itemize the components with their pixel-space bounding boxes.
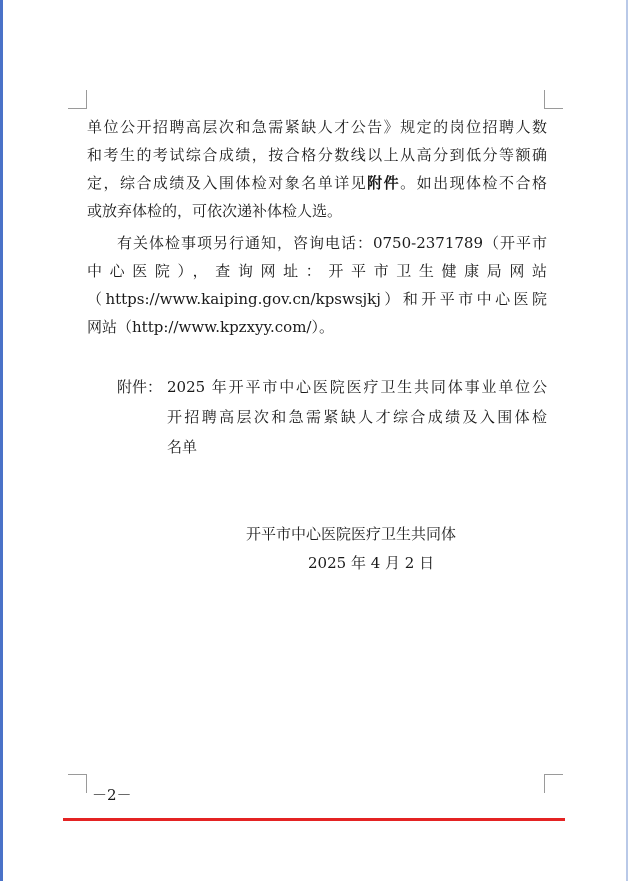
- crop-mark-top-right: [544, 90, 563, 109]
- paragraph-1-line-2: 和考生的考试综合成绩，按合格分数线以上从高分到低分等额确: [87, 146, 547, 164]
- line-text: 定，综合成绩及入围体检对象名单详见: [87, 174, 368, 192]
- paragraph-1-line-4: 或放弃体检的，可依次递补体检人选。: [87, 202, 343, 220]
- paragraph-1-line-1: 单位公开招聘高层次和急需紧缺人才公告》规定的岗位招聘人数: [87, 118, 547, 136]
- signature-date: 2025 年 4 月 2 日: [308, 554, 435, 572]
- attachment-reference: 附件: [367, 174, 401, 192]
- signature-organization: 开平市中心医院医疗卫生共同体: [246, 525, 457, 543]
- page-number: －2－: [92, 786, 132, 804]
- paragraph-1-line-3: [87, 174, 547, 192]
- crop-mark-top-left: [68, 90, 87, 109]
- attachment-label: 附件：: [117, 378, 163, 396]
- paragraph-2-line-3: （https://www.kaiping.gov.cn/kpswsjkj）和开平市中心医院: [87, 290, 547, 308]
- attachment-title-line-3: 名单: [167, 438, 198, 456]
- crop-mark-bottom-right: [544, 774, 563, 793]
- attachment-title-line-1: 2025 年开平市中心医院医疗卫生共同体事业单位公: [167, 378, 547, 396]
- page-left-edge: [0, 0, 3, 881]
- red-separator-rule: [63, 818, 565, 821]
- paragraph-2-line-2: 中心医院），查询网址：开平市卫生健康局网站: [87, 262, 547, 280]
- line-text: 。如出现体检不合格: [400, 174, 547, 192]
- paragraph-2-line-4: 网站（http://www.kpzxyy.com/）。: [87, 318, 334, 336]
- paragraph-2-line-1: 有关体检事项另行通知，咨询电话：0750-2371789（开平市: [117, 234, 547, 252]
- crop-mark-bottom-left: [68, 774, 87, 793]
- attachment-title-line-2: 开招聘高层次和急需紧缺人才综合成绩及入围体检: [167, 408, 547, 426]
